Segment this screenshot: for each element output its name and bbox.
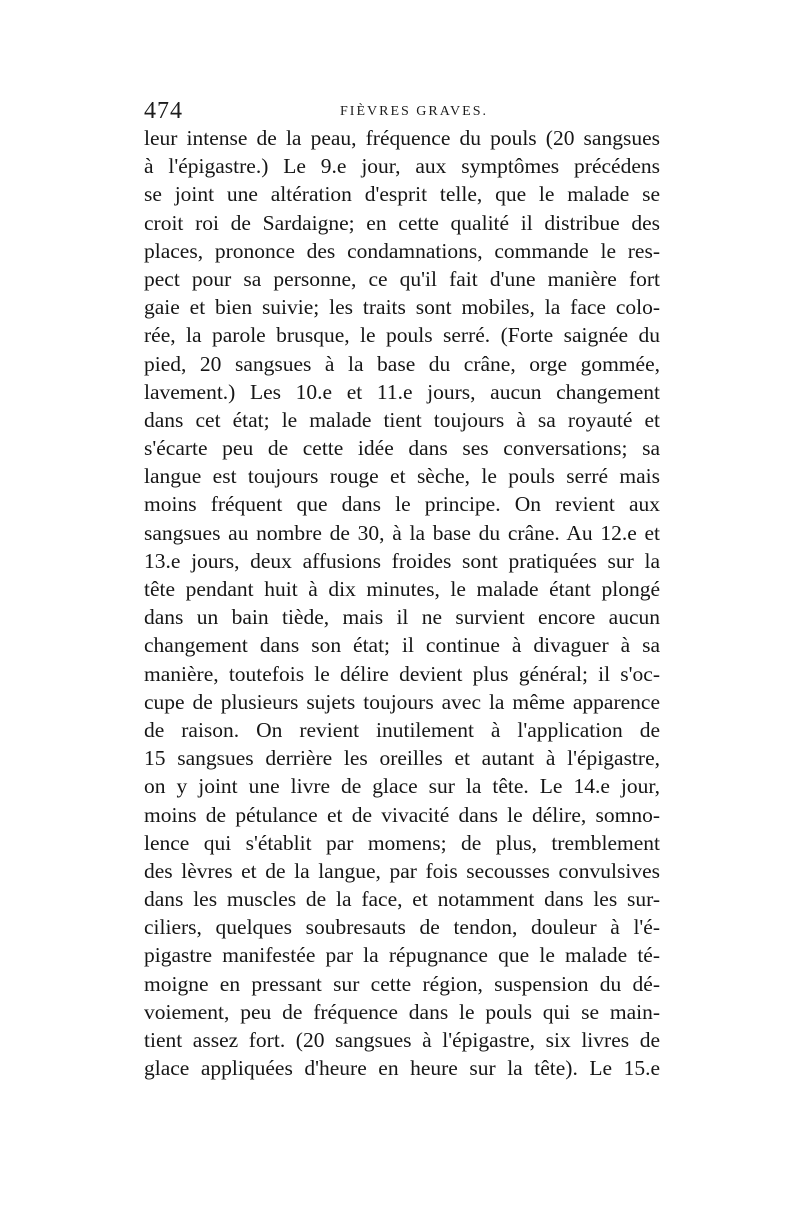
text-line: dans un bain tiède, mais il ne survient encore aucun — [144, 605, 660, 630]
text-line: moins de pétulance et de vivacité dans le délire, somno- — [144, 802, 660, 827]
text-line: 13.e jours, deux affusions froides sont pratiquées sur la — [144, 548, 660, 573]
text-line: leur intense de la peau, fréquence du pouls (20 sangsues — [144, 126, 660, 150]
text-line: gaie et bien suivie; les traits sont mobiles, la face colo- — [144, 295, 660, 320]
text-line: glace appliquées d'heure en heure sur la tête). Le 15.e — [144, 1056, 660, 1081]
text-line: lence qui s'établit par momens; de plus, tremblement — [144, 830, 660, 855]
text-line: croit roi de Sardaigne; en cette qualité il distribue des — [144, 210, 660, 235]
text-line: tient assez fort. (20 sangsues à l'épigastre, six livres de — [144, 1028, 660, 1052]
text-line: ciliers, quelques soubresauts de tendon, douleur à l'é- — [144, 915, 660, 940]
text-line: 15 sangsues derrière les oreilles et autant à l'épigastre, — [144, 746, 660, 771]
text-line: des lèvres et de la langue, par fois secousses convulsives — [144, 858, 660, 883]
running-title: FIÈVRES GRAVES. — [340, 104, 488, 119]
text-line: pect pour sa personne, ce qu'il fait d'une manière fort — [144, 266, 660, 291]
text-line: lavement.) Les 10.e et 11.e jours, aucun changement — [144, 379, 660, 404]
text-line: dans les muscles de la face, et notamment dans les sur- — [144, 887, 660, 912]
text-line: pigastre manifestée par la répugnance que le malade té- — [144, 943, 660, 968]
text-line: moigne en pressant sur cette région, suspension du dé- — [144, 971, 660, 996]
text-line: dans cet état; le malade tient toujours à sa royauté et — [144, 407, 660, 432]
text-line: rée, la parole brusque, le pouls serré. (Forte saignée du — [144, 323, 660, 348]
text-line: sangsues au nombre de 30, à la base du crâne. Au 12.e et — [144, 520, 660, 545]
text-line: à l'épigastre.) Le 9.e jour, aux symptômes précédens — [144, 154, 660, 179]
text-line: places, prononce des condamnations, commande le res- — [144, 238, 660, 263]
text-line: cupe de plusieurs sujets toujours avec la même apparence — [144, 689, 660, 714]
page-number: 474 — [144, 98, 183, 124]
text-line: langue est toujours rouge et sèche, le pouls serré mais — [144, 464, 660, 489]
text-line: tête pendant huit à dix minutes, le malade étant plongé — [144, 577, 660, 601]
text-line: s'écarte peu de cette idée dans ses conversations; sa — [144, 436, 660, 461]
text-line: de raison. On revient inutilement à l'application de — [144, 717, 660, 742]
text-line: moins fréquent que dans le principe. On revient aux — [144, 492, 660, 517]
body-text — [144, 124, 660, 1082]
text-line: changement dans son état; il continue à divaguer à sa — [144, 633, 660, 658]
text-line: on y joint une livre de glace sur la tête. Le 14.e jour, — [144, 774, 660, 799]
text-line: voiement, peu de fréquence dans le pouls qui se main- — [144, 999, 660, 1024]
text-line: se joint une altération d'esprit telle, que le malade se — [144, 182, 660, 207]
text-line: pied, 20 sangsues à la base du crâne, orge gommée, — [144, 351, 660, 376]
text-line: manière, toutefois le délire devient plus général; il s'oc- — [144, 661, 660, 686]
